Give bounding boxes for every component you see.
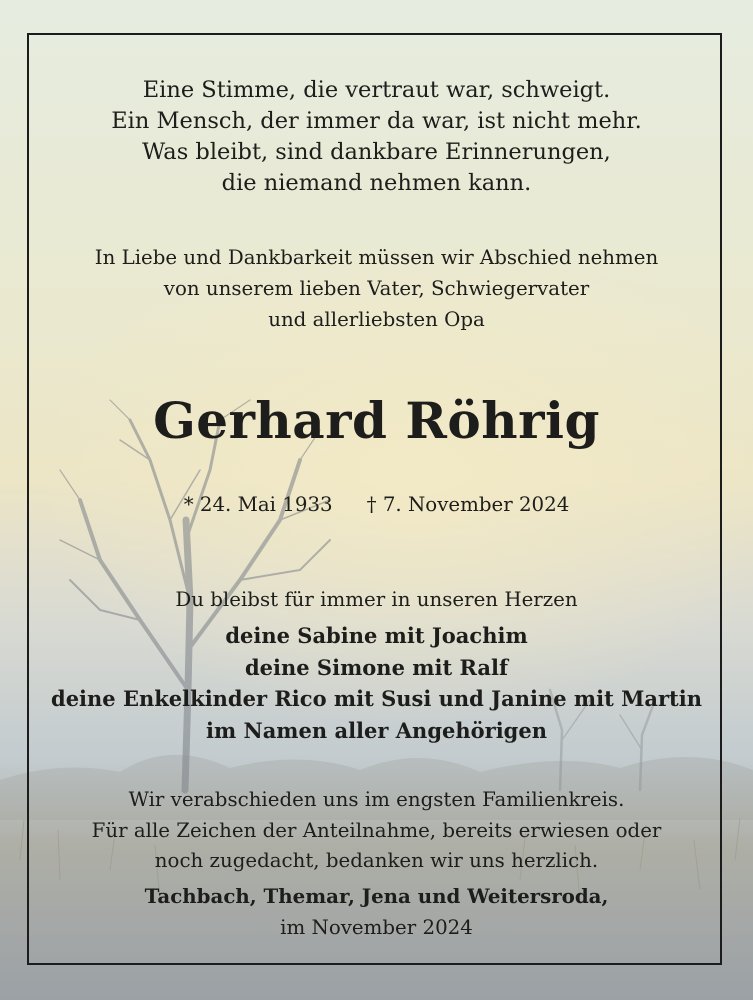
- life-dates: [40, 488, 713, 522]
- closing-line: noch zugedacht, bedanken wir uns herzlich.: [154, 849, 599, 872]
- remembrance-line: Du bleibst für immer in unseren Herzen: [175, 588, 578, 611]
- farewell-intro: [40, 242, 713, 335]
- intro-line: von unserem lieben Vater, Schwiegervater: [163, 277, 590, 300]
- intro-line: und allerliebsten Opa: [268, 308, 485, 331]
- closing-text: [40, 785, 713, 877]
- mourner-line: deine Sabine mit Joachim: [225, 623, 528, 648]
- poem-verse: [40, 75, 713, 199]
- place-rest: Themar, Jena und Weitersroda,: [256, 884, 609, 908]
- place-first: Tachbach,: [144, 884, 257, 908]
- closing-line: Wir verabschieden uns im engsten Familienkreis.: [128, 788, 625, 811]
- closing-line: Für alle Zeichen der Anteilnahme, bereits erwiesen oder: [91, 818, 662, 842]
- mourner-line: deine Simone mit Ralf: [244, 654, 509, 680]
- intro-line: In Liebe und Dankbarkeit müssen wir Abschied nehmen: [94, 246, 659, 269]
- mourner-line: deine Enkelkinder Rico mit Susi und Janine mit Martin: [51, 686, 702, 711]
- mourner-line: im Namen aller Angehörigen: [205, 717, 547, 743]
- poem-line: die niemand nehmen kann.: [221, 170, 532, 196]
- birth-date: * 24. Mai 1933: [183, 493, 333, 516]
- date-line: im November 2024: [280, 915, 473, 939]
- poem-line: Ein Mensch, der immer da war, ist nicht mehr.: [111, 108, 642, 134]
- deceased-name: Gerhard Röhrig: [153, 391, 600, 450]
- place-and-date: [40, 881, 713, 943]
- poem-line: Was bleibt, sind dankbare Erinnerungen,: [142, 139, 611, 165]
- death-date: † 7. November 2024: [366, 493, 570, 516]
- mourners-list: [40, 620, 713, 746]
- poem-line: Eine Stimme, die vertraut war, schweigt.: [142, 77, 611, 103]
